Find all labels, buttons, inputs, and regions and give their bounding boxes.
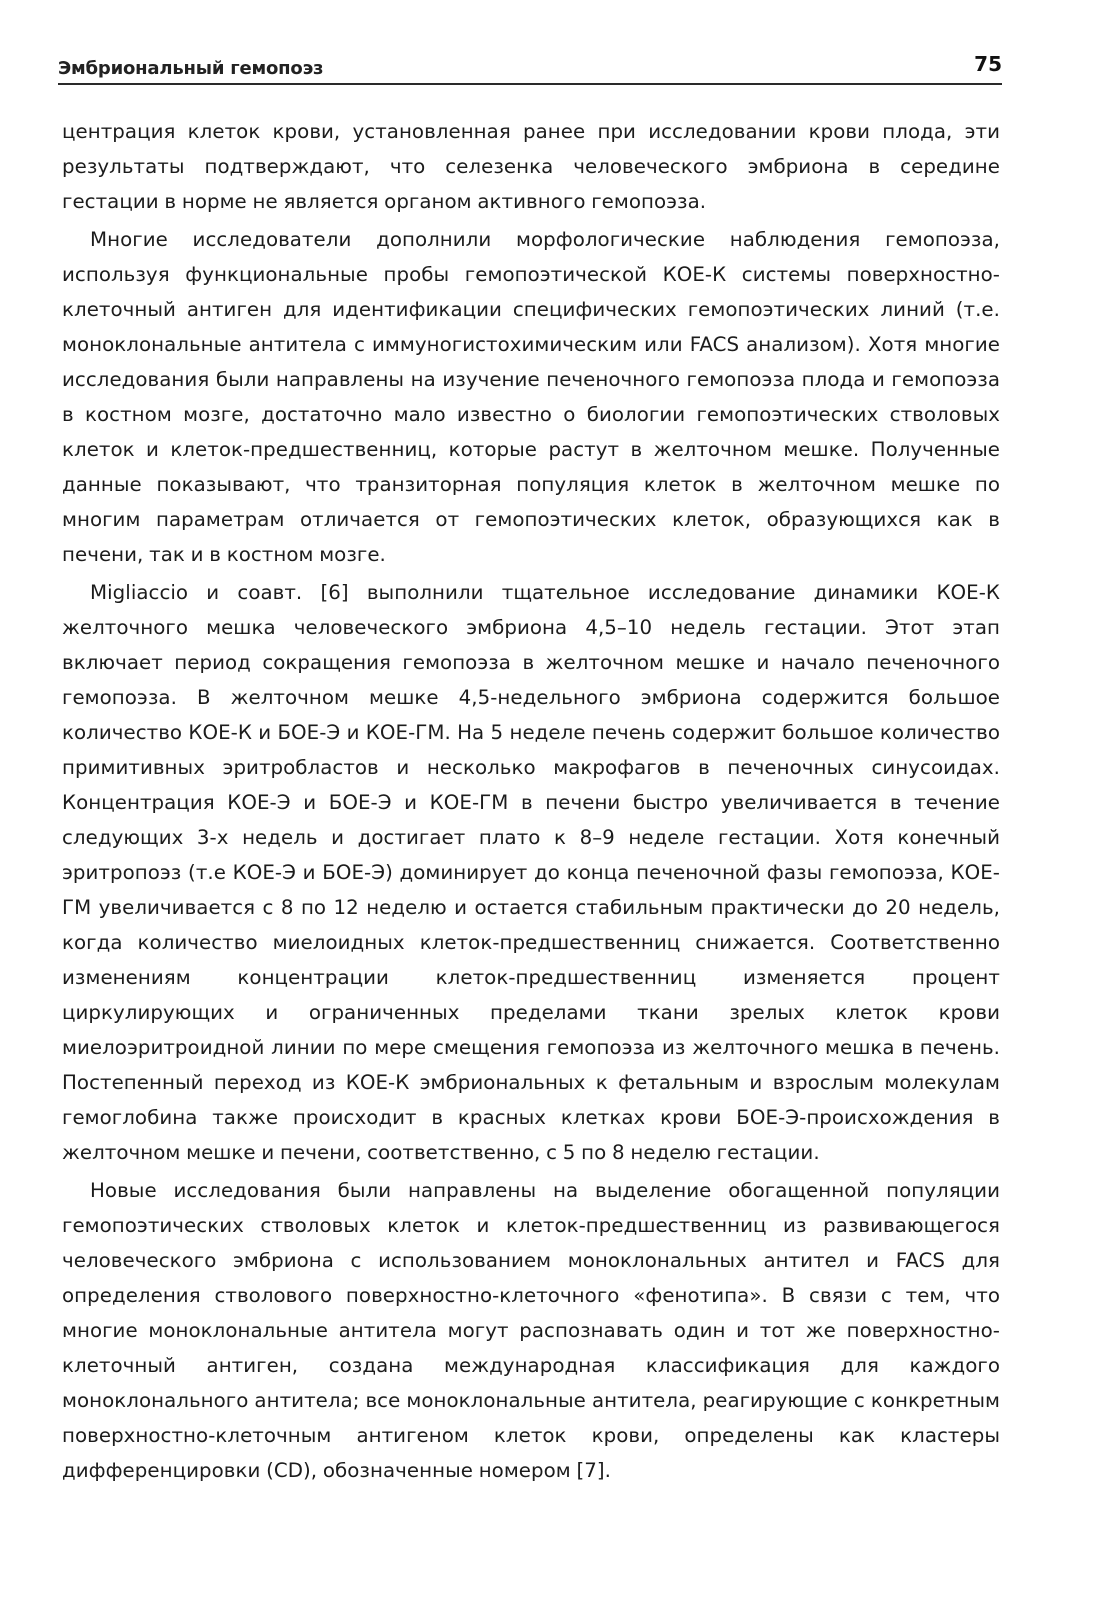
body-text <box>62 114 1000 1491</box>
paragraph-3: Migliaccio и соавт. [6] выполнили тщательное исследование динамики КОЕ-К желточного мешка человеческого эмбриона 4,5–10 недель гестации. Этот этап включает период сокращения гемопоэза в желточном мешке и начало печеночного гемопоэза. В желточном мешке 4,5-недельного эмбриона содержится большое количество КОЕ-К и БОЕ-Э и КОЕ-ГМ. На 5 неделе печень содержит большое количество примитивных эритробластов и несколько макрофагов в печеночных синусоидах. Концентрация КОЕ-Э и БОЕ-Э и КОЕ-ГМ в печени быстро увеличивается в течение следующих 3-х недель и достигает плато к 8–9 неделе гестации. Хотя конечный эритропоэз (т.е КОЕ-Э и БОЕ-Э) доминирует до конца печеночной фазы гемопоэза, КОЕ-ГМ увеличивается с 8 по 12 неделю и остается стабильным практически до 20 недель, когда количество миелоидных клеток-предшественниц снижается. Соответственно изменениям концентрации клеток-предшественниц изменяется процент циркулирующих и ограниченных пределами ткани зрелых клеток крови миелоэритроидной линии по мере смещения гемопоэза из желточного мешка в печень. Постепенный переход из КОЕ-К эмбриональных к фетальным и взрослым молекулам гемоглобина также происходит в красных клетках крови БОЕ-Э-происхождения в желточном мешке и печени, соответственно, с 5 по 8 неделю гестации. <box>62 581 1000 1164</box>
paragraph-2: Многие исследователи дополнили морфологические наблюдения гемопоэза, используя функциональные пробы гемопоэтической КОЕ-К системы поверхностно-клеточный антиген для идентификации специфических гемопоэтических линий (т.е. моноклональные антитела с иммуногистохимическим или FACS анализом). Хотя многие исследования были направлены на изучение печеночного гемопоэза плода и гемопоэза в костном мозге, достаточно мало известно о биологии гемопоэтических стволовых клеток и клеток-предшественниц, которые растут в желточном мешке. Полученные данные показывают, что транзиторная популяция клеток в желточном мешке по многим параметрам отличается от гемопоэтических клеток, образующихся как в печени, так и в костном мозге. <box>62 228 1000 566</box>
running-title: Эмбриональный гемопоэз <box>58 58 324 79</box>
header-rule <box>58 83 1002 85</box>
running-head <box>58 52 1002 80</box>
paragraph-1: центрация клеток крови, установленная ранее при исследовании крови плода, эти результаты подтверждают, что селезенка человеческого эмбриона в середине гестации в норме не является органом активного гемопоэза. <box>62 120 1000 213</box>
page-number: 75 <box>974 52 1002 76</box>
paragraph-4: Новые исследования были направлены на выделение обогащенной популяции гемопоэтических стволовых клеток и клеток-предшественниц из развивающегося человеческого эмбриона с использованием моноклональных антител и FACS для определения стволового поверхностно-клеточного «фенотипа». В связи с тем, что многие моноклональные антитела могут распознавать один и тот же поверхностно-клеточный антиген, создана международная классификация для каждого моноклонального антитела; все моноклональные антитела, реагирующие с конкретным поверхностно-клеточным антигеном клеток крови, определены как кластеры дифференцировки (CD), обозначенные номером [7]. <box>62 1179 1000 1482</box>
